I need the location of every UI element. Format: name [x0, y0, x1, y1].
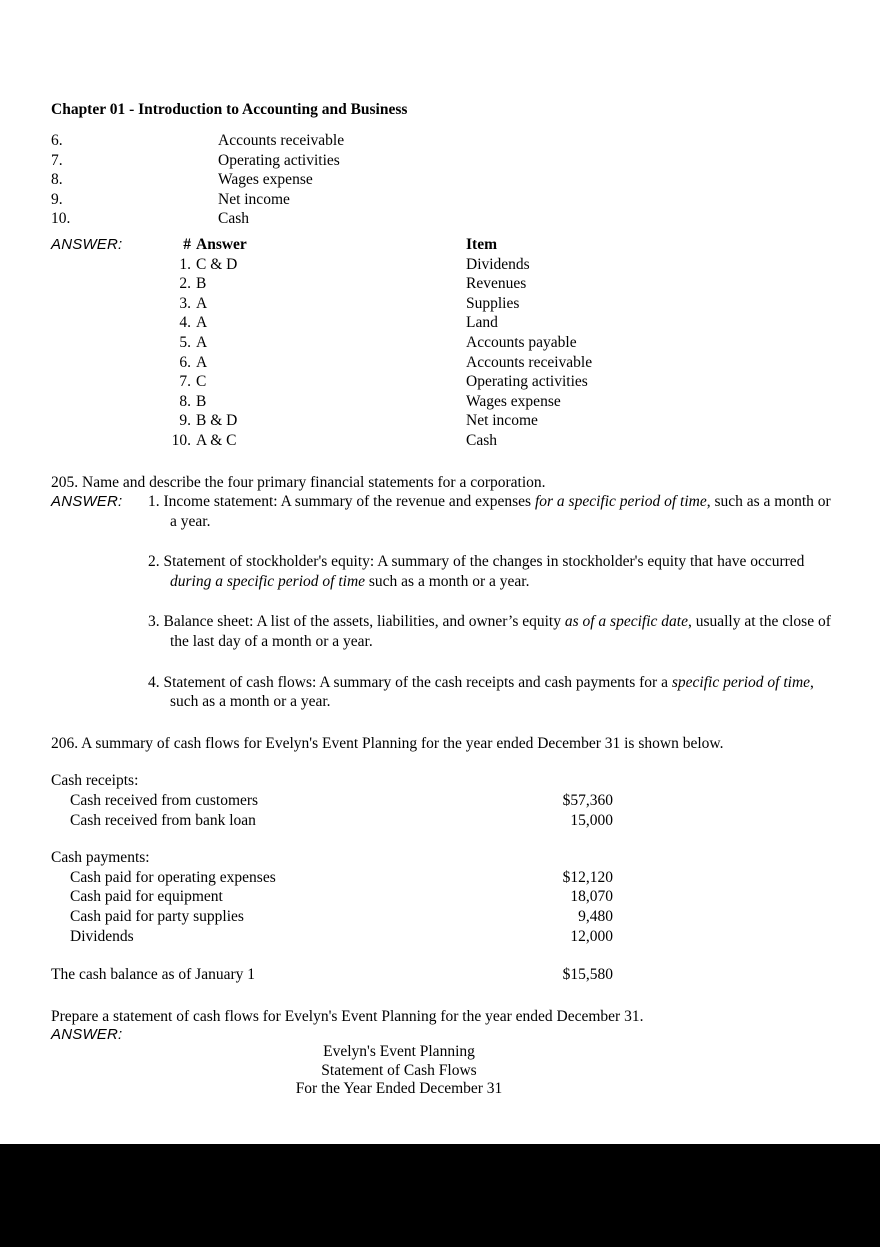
list-item: [51, 170, 841, 190]
list-item: [51, 190, 841, 210]
table-row: [164, 294, 841, 314]
cell-number: 4.: [179, 314, 191, 332]
cash-receipts-amount: 15,000: [570, 811, 613, 829]
cash-receipts-amount: $57,360: [562, 792, 613, 810]
cell-answer: C & D: [196, 255, 238, 273]
list-item-number: 7.: [51, 151, 63, 169]
item-list: [51, 131, 841, 229]
cell-number: 1.: [179, 255, 191, 273]
list-item: [51, 131, 841, 151]
answer-paragraph: [148, 492, 841, 531]
answer-text-tail: such as a month or a year.: [365, 572, 530, 590]
answer-label: ANSWER:: [51, 493, 123, 511]
cell-answer: B & D: [196, 412, 238, 430]
list-item-number: 8.: [51, 171, 63, 189]
cell-item: Wages expense: [466, 392, 561, 410]
cell-answer: C: [196, 373, 207, 391]
answer-text-italic: for a specific period of time: [534, 493, 707, 511]
list-item-label: Net income: [218, 190, 290, 208]
statement-title: Statement of Cash Flows: [321, 1061, 477, 1079]
cash-receipts-label: Cash received from bank loan: [70, 811, 256, 829]
table-row: [164, 392, 841, 412]
answer-text-lead: 2. Statement of stockholder's equity: A summary of the changes in stockholder's equity that have occurred: [148, 553, 805, 571]
cell-answer: A: [196, 314, 208, 332]
cash-payments-section: [51, 848, 841, 946]
cash-payments-label: Cash paid for equipment: [70, 888, 223, 906]
list-item-label: Operating activities: [218, 151, 340, 169]
answer-text-lead: 1. Income statement: A summary of the revenue and expenses: [148, 493, 535, 511]
list-item-label: Wages expense: [218, 171, 313, 189]
answer-label: ANSWER:: [51, 1026, 123, 1044]
cell-number: 7.: [179, 373, 191, 391]
cash-payments-row: [51, 868, 841, 888]
answer-text-italic: specific period of time: [671, 673, 811, 691]
cash-receipts-heading: Cash receipts:: [51, 772, 139, 790]
cell-number: 10.: [171, 431, 191, 449]
answer-key-block: [51, 235, 841, 451]
cell-item: Dividends: [466, 255, 530, 273]
cell-number: 6.: [179, 353, 191, 371]
answer-text-tail: , such as a month or a year.: [170, 673, 814, 711]
answer-text-italic: as of a specific date: [564, 613, 688, 631]
cell-number: 9.: [179, 412, 191, 430]
cash-payments-label: Cash paid for operating expenses: [70, 868, 276, 886]
cash-payments-amount: 12,000: [570, 927, 613, 945]
list-item-number: 9.: [51, 190, 63, 208]
column-header-answer: Answer: [196, 235, 247, 253]
question-205-answer: [51, 492, 841, 712]
list-item-number: 10.: [51, 210, 71, 228]
cash-payments-row: [51, 927, 841, 947]
cell-item: Operating activities: [466, 373, 588, 391]
question-206-prompt: 206. A summary of cash flows for Evelyn's Event Planning for the year ended December 31 is shown below.: [51, 734, 724, 752]
list-item-label: Accounts receivable: [218, 132, 345, 149]
cell-item: Accounts receivable: [466, 353, 593, 371]
cell-answer: A: [196, 353, 208, 371]
cash-receipts-row: [51, 791, 841, 811]
list-item-number: 6.: [51, 132, 63, 149]
cell-item: Supplies: [466, 294, 520, 312]
cash-payments-amount: 9,480: [578, 908, 613, 925]
cell-number: 3.: [179, 294, 191, 312]
answer-paragraph: [148, 673, 841, 712]
answer-paragraph: [148, 612, 841, 651]
answer-text-tail: , such as a month or a year.: [170, 493, 831, 530]
answer-paragraph: [148, 552, 841, 591]
question-205-prompt: 205. Name and describe the four primary financial statements for a corporation.: [51, 473, 546, 491]
question-206-instruction: Prepare a statement of cash flows for Evelyn's Event Planning for the year ended December 31.: [51, 1007, 644, 1025]
list-item: [51, 151, 841, 171]
cash-payments-label: Dividends: [70, 927, 134, 945]
cash-balance-row: [51, 965, 841, 985]
table-row: [164, 333, 841, 353]
answer-text-italic: during a specific period of time: [170, 572, 366, 590]
cash-payments-amount: $12,120: [562, 868, 613, 886]
cash-receipts-section: [51, 771, 841, 830]
column-header-number: #: [183, 235, 191, 253]
cell-item: Land: [466, 314, 498, 332]
answer-body: [148, 492, 841, 712]
cell-item: Cash: [466, 431, 497, 449]
table-row: [164, 372, 841, 392]
cell-answer: A: [196, 333, 208, 351]
page-bottom-band: [0, 1144, 880, 1247]
question-206-instruction-block: [51, 1007, 841, 1099]
cash-payments-heading: Cash payments:: [51, 849, 150, 867]
table-row: [164, 353, 841, 373]
answer-key-table: [164, 235, 841, 451]
cell-item: Revenues: [466, 275, 527, 293]
cash-payments-amount: 18,070: [570, 888, 613, 906]
cell-item: Accounts payable: [466, 333, 577, 351]
cell-answer: A: [196, 294, 208, 312]
list-item: [51, 209, 841, 229]
cash-payments-label: Cash paid for party supplies: [70, 908, 244, 925]
cell-number: 5.: [179, 333, 191, 351]
page-content: [51, 100, 841, 1099]
answer-text-tail: , usually at the close of the last day of a month or a year.: [170, 613, 831, 651]
statement-company-name: Evelyn's Event Planning: [323, 1043, 475, 1061]
cell-answer: B: [196, 275, 207, 293]
section-spacer: [51, 830, 841, 848]
cash-balance-label: The cash balance as of January 1: [51, 966, 255, 984]
answer-text-lead: 4. Statement of cash flows: A summary of the cash receipts and cash payments for a: [148, 673, 672, 691]
statement-heading: [49, 1043, 749, 1099]
cell-item: Net income: [466, 412, 538, 430]
list-item-label: Cash: [218, 210, 249, 228]
cell-answer: A & C: [196, 431, 237, 449]
cash-receipts-row: [51, 811, 841, 831]
cash-receipts-label: Cash received from customers: [70, 792, 259, 810]
page-title: Chapter 01 - Introduction to Accounting and Business: [51, 101, 408, 118]
table-row: [164, 431, 841, 451]
answer-text-lead: 3. Balance sheet: A list of the assets, liabilities, and owner’s equity: [148, 613, 565, 631]
cash-payments-row: [51, 907, 841, 927]
question-205: [51, 473, 841, 712]
table-row: [164, 274, 841, 294]
cell-answer: B: [196, 392, 207, 410]
statement-period: For the Year Ended December 31: [295, 1080, 503, 1098]
question-206: [51, 734, 841, 1099]
table-row: [164, 255, 841, 275]
cash-balance-amount: $15,580: [562, 966, 613, 984]
cash-payments-row: [51, 887, 841, 907]
cell-number: 2.: [179, 275, 191, 293]
answer-label: ANSWER:: [51, 235, 123, 253]
table-header-row: [164, 235, 841, 255]
cell-number: 8.: [179, 392, 191, 410]
table-row: [164, 313, 841, 333]
table-row: [164, 411, 841, 431]
column-header-item: Item: [466, 235, 497, 253]
